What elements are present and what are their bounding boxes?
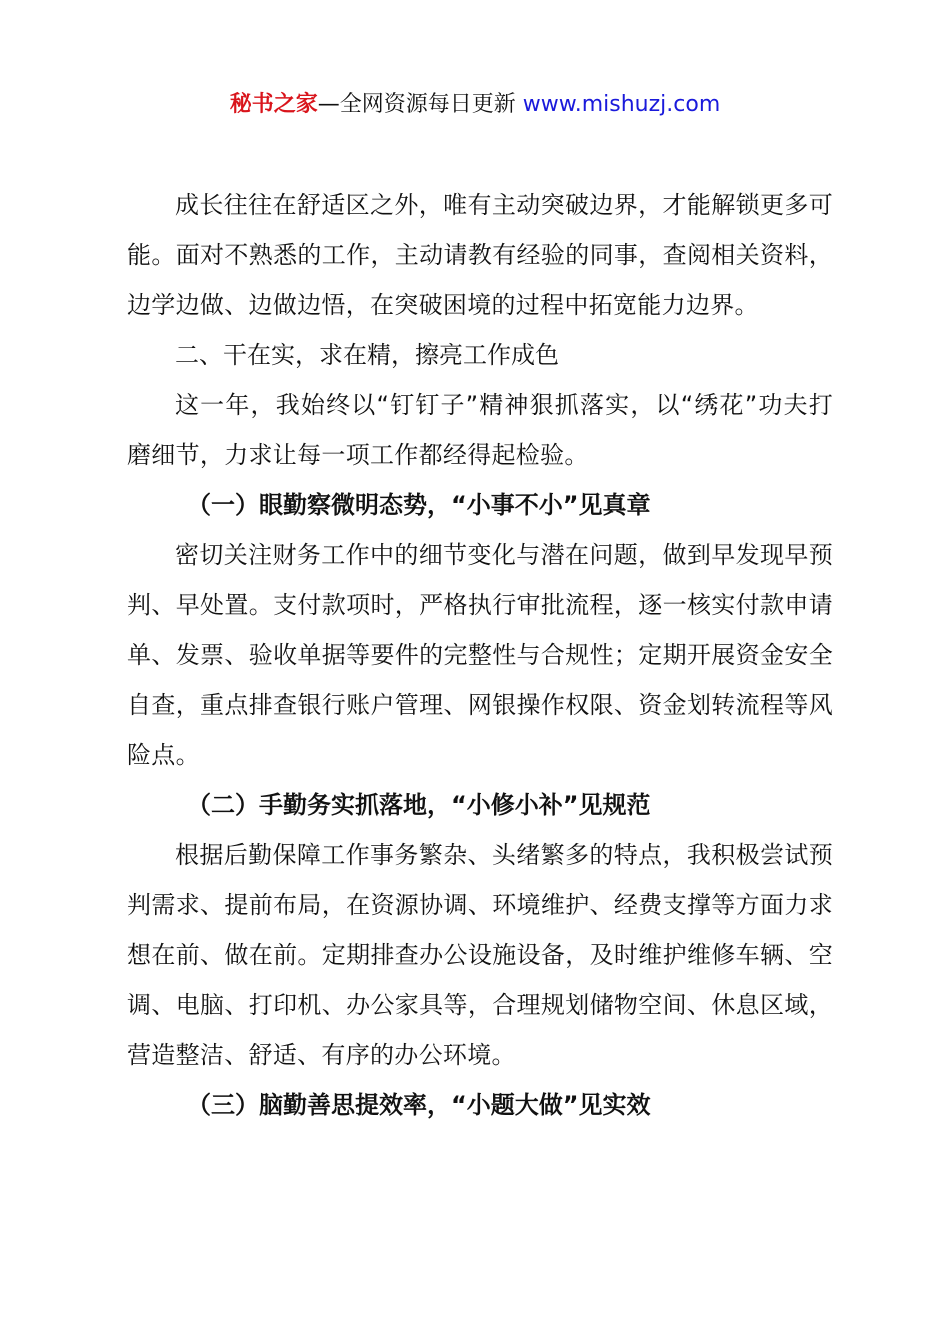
header-slogan: —全网资源每日更新 bbox=[317, 92, 523, 117]
paragraph-finance: 密切关注财务工作中的细节变化与潜在问题，做到早发现早预判、早处置。支付款项时，严格执行审批流程，逐一核实付款申请单、发票、验收单据等要件的完整性与合规性；定期开展资金安全自查，重点排查银行账户管理、网银操作权限、资金划转流程等风险点。 bbox=[127, 541, 833, 769]
website-url: www.mishuzj.com bbox=[522, 92, 721, 117]
paragraph-intro: 这一年，我始终以“钉钉子”精神狠抓落实，以“绣花”功夫打磨细节，力求让每一项工作都经得起检验。 bbox=[127, 391, 833, 469]
document-body bbox=[127, 180, 833, 1130]
paragraph-growth: 成长往往在舒适区之外，唯有主动突破边界，才能解锁更多可能。面对不熟悉的工作，主动请教有经验的同事，查阅相关资料，边学边做、边做边悟，在突破困境的过程中拓宽能力边界。 bbox=[127, 191, 833, 319]
subheading-2: （二）手勤务实抓落地，“小修小补”见规范 bbox=[187, 791, 651, 819]
page-header bbox=[0, 88, 950, 122]
section-heading-2: 二、干在实，求在精，擦亮工作成色 bbox=[175, 341, 559, 369]
paragraph-logistics: 根据后勤保障工作事务繁杂、头绪繁多的特点，我积极尝试预判需求、提前布局，在资源协调、环境维护、经费支撑等方面力求想在前、做在前。定期排查办公设施设备，及时维护维修车辆、空调、电脑、打印机、办公家具等，合理规划储物空间、休息区域，营造整洁、舒适、有序的办公环境。 bbox=[127, 841, 833, 1069]
brand-name: 秘书之家 bbox=[229, 92, 318, 117]
subheading-3: （三）脑勤善思提效率，“小题大做”见实效 bbox=[187, 1091, 651, 1119]
subheading-1: （一）眼勤察微明态势，“小事不小”见真章 bbox=[187, 491, 651, 519]
